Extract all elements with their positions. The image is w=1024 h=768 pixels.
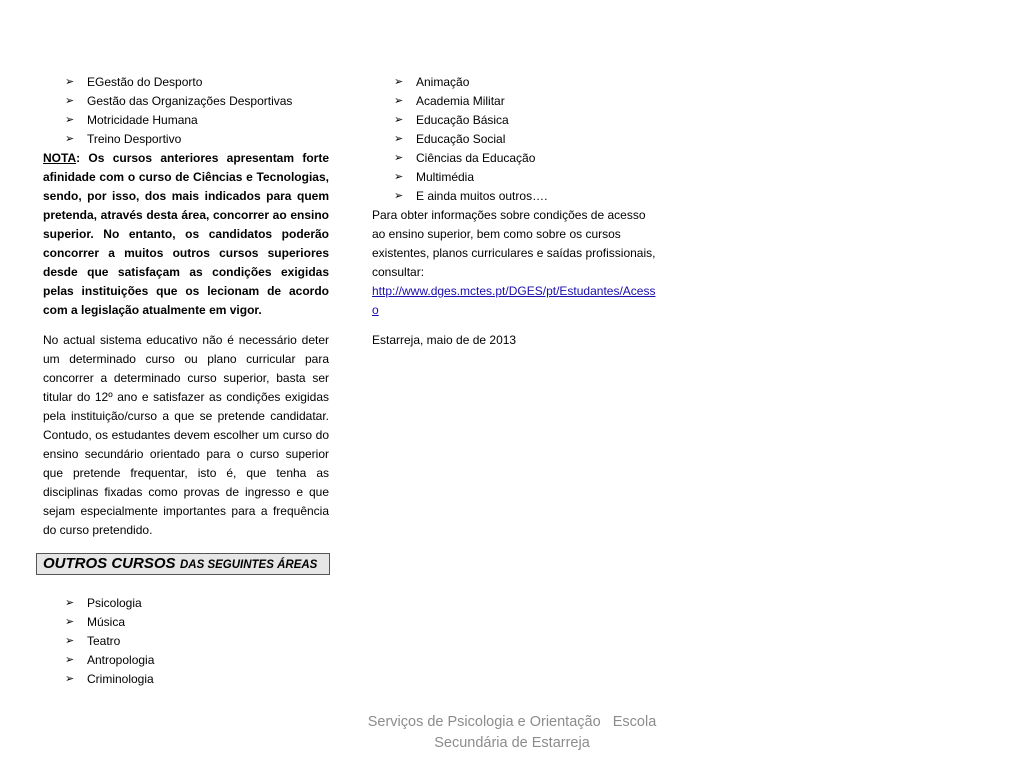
list-item: ➢ Educação Social	[394, 130, 656, 149]
list-item: ➢ E ainda muitos outros….	[394, 187, 656, 206]
nota-label: NOTA	[43, 151, 77, 165]
arrow-bullet-icon: ➢	[65, 76, 75, 88]
sport-courses-list	[43, 73, 329, 149]
arrow-bullet-icon: ➢	[394, 114, 404, 126]
list-item: ➢ Criminologia	[65, 670, 329, 689]
list-item: ➢ Psicologia	[65, 594, 329, 613]
list-item: ➢ Música	[65, 613, 329, 632]
list-item: ➢ Gestão das Organizações Desportivas	[65, 92, 329, 111]
footer-school-name	[340, 712, 684, 754]
footer-line-1: Serviços de Psicologia e Orientação Escola	[367, 714, 657, 730]
arrow-bullet-icon: ➢	[394, 190, 404, 202]
info-paragraph: Para obter informações sobre condições de acesso ao ensino superior, bem como sobre os cursos existentes, planos curriculares e saídas profissionais, consultar:	[372, 208, 656, 279]
arrow-bullet-icon: ➢	[65, 635, 75, 647]
list-item: ➢ Multimédia	[394, 168, 656, 187]
system-paragraph: No actual sistema educativo não é necessário deter um determinado curso ou plano curricular para concorrer a determinado curso superior, basta ser titular do 12º ano e satisfazer as condições exigidas pela instituição/curso a que se pretende candidatar. Contudo, os estudantes devem escolher um curso do ensino secundário orientado para o curso superior que pretende frequentar, isto é, que tenha as disciplinas fixadas como provas de ingresso e que sejam especialmente importantes para a frequência do curso pretendido.	[43, 333, 329, 537]
arrow-bullet-icon: ➢	[394, 171, 404, 183]
arrow-bullet-icon: ➢	[65, 114, 75, 126]
nota-paragraph	[43, 149, 329, 320]
arrow-bullet-icon: ➢	[394, 133, 404, 145]
other-areas-list	[43, 594, 329, 689]
arrow-bullet-icon: ➢	[65, 616, 75, 628]
dges-link[interactable]: http://www.dges.mctes.pt/DGES/pt/Estudantes/Acesso	[372, 284, 656, 317]
section-heading	[36, 553, 330, 575]
arrow-bullet-icon: ➢	[394, 152, 404, 164]
list-item: ➢ Teatro	[65, 632, 329, 651]
arrow-bullet-icon: ➢	[65, 95, 75, 107]
list-item: ➢ EGestão do Desporto	[65, 73, 329, 92]
section-heading-main: OUTROS CURSOS	[43, 555, 176, 572]
education-courses-list	[372, 73, 656, 206]
list-item: ➢ Educação Básica	[394, 111, 656, 130]
list-item: ➢ Antropologia	[65, 651, 329, 670]
left-column	[43, 73, 329, 540]
arrow-bullet-icon: ➢	[65, 133, 75, 145]
list-item: ➢ Motricidade Humana	[65, 111, 329, 130]
date-line: Estarreja, maio de de 2013	[372, 333, 517, 347]
other-areas-section	[43, 594, 329, 689]
arrow-bullet-icon: ➢	[65, 597, 75, 609]
arrow-bullet-icon: ➢	[394, 76, 404, 88]
arrow-bullet-icon: ➢	[65, 654, 75, 666]
section-heading-sub: DAS SEGUINTES ÁREAS	[179, 559, 318, 571]
right-column	[372, 73, 656, 350]
list-item: ➢ Ciências da Educação	[394, 149, 656, 168]
list-item: ➢ Treino Desportivo	[65, 130, 329, 149]
list-item: ➢ Animação	[394, 73, 656, 92]
arrow-bullet-icon: ➢	[394, 95, 404, 107]
nota-text: : Os cursos anteriores apresentam forte afinidade com o curso de Ciências e Tecnologias, sendo, por isso, dos mais indicados para quem pretenda, através desta área, concorrer ao ensino superior. No entanto, os candidatos poderão concorrer a muitos outros cursos superiores desde que satisfaçam as condições exigidas pelas instituições que os lecionam de acordo com a legislação atualmente em vigor.	[43, 151, 329, 317]
arrow-bullet-icon: ➢	[65, 673, 75, 685]
list-item: ➢ Academia Militar	[394, 92, 656, 111]
footer-line-2: Secundária de Estarreja	[434, 735, 590, 751]
